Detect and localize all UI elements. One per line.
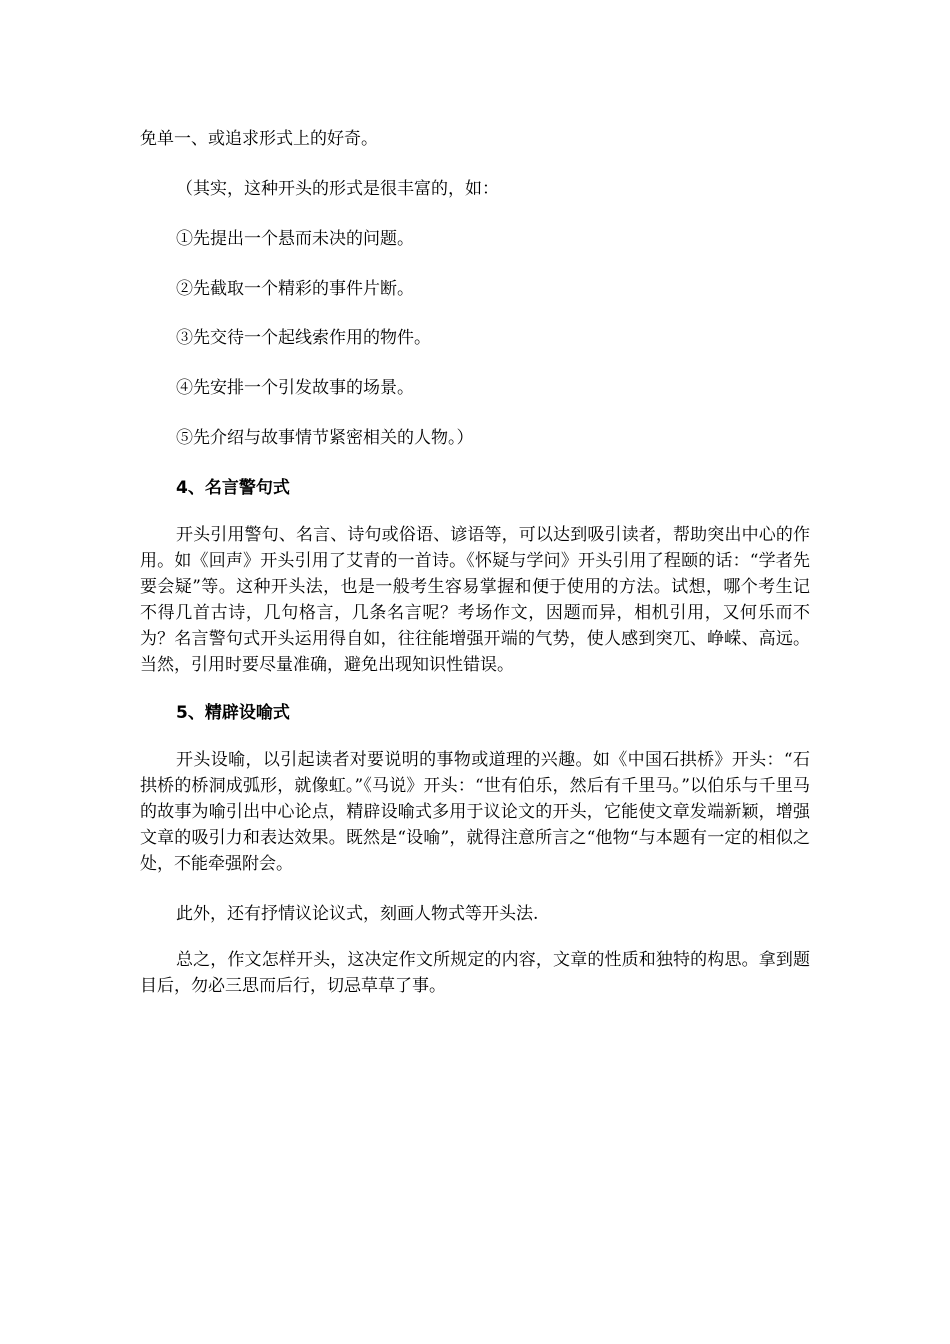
form-item-2: ②先截取一个精彩的事件片断。 xyxy=(176,279,414,299)
other-note-text: 此外，还有抒情议论议式，刻画人物式等开头法. xyxy=(176,904,539,924)
form-item-5: ⑤先介绍与故事情节紧密相关的人物。） xyxy=(176,428,474,448)
form-item-3: ③先交待一个起线索作用的物件。 xyxy=(176,328,431,348)
conclusion-text: 总之，作文怎样开头，这决定作文所规定的内容，文章的性质和独特的构思。拿到题目后，勿必三思而后行，切忌草草了事。 xyxy=(140,950,810,996)
form-item-4: ④先安排一个引发故事的场景。 xyxy=(176,378,414,398)
intro-tail-text: 免单一、或追求形式上的好奇。 xyxy=(140,129,378,149)
section-4-heading: 4、名言警句式 xyxy=(176,478,290,498)
form-item-1: ①先提出一个悬而未决的问题。 xyxy=(176,229,414,249)
section-5-heading: 5、精辟设喻式 xyxy=(176,703,290,723)
forms-intro-text: （其实，这种开头的形式是很丰富的，如： xyxy=(176,179,499,199)
section-4-body: 开头引用警句、名言、诗句或俗语、谚语等，可以达到吸引读者，帮助突出中心的作用。如《回声》开头引用了艾青的一首诗。《怀疑与学问》开头引用了程颐的话：“学者先要会疑”等。这种开头法，也是一般考生容易掌握和便于使用的方法。试想，哪个考生记不得几首古诗，几句格言，几条名言呢？考场作文，因题而异，相机引用，又何乐而不为？名言警句式开头运用得自如，往往能增强开端的气势，使人感到突兀、峥嵘、高远。当然，引用时要尽量准确，避免出现知识性错误。 xyxy=(140,525,810,675)
section-5-body: 开头设喻，以引起读者对要说明的事物或道理的兴趣。如《中国石拱桥》开头：“石拱桥的桥洞成弧形，就像虹。”《马说》开头：“世有伯乐，然后有千里马。”以伯乐与千里马的故事为喻引出中心论点，精辟设喻式多用于议论文的开头，它能使文章发端新颖，增强文章的吸引力和表达效果。既然是“设喻”，就得注意所言之“他物“与本题有一定的相似之处，不能牵强附会。 xyxy=(140,750,810,874)
